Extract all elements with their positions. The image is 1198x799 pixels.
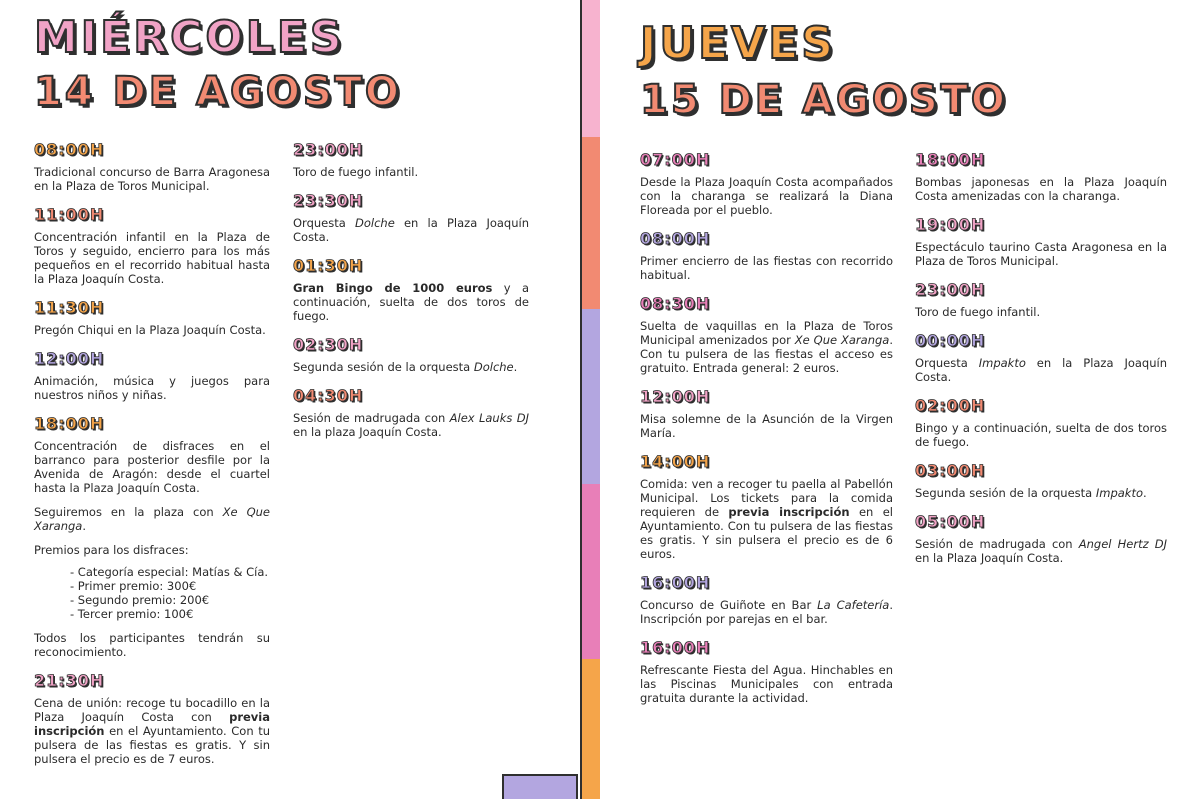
event-time: 16:00H (640, 573, 711, 592)
event-0200 (915, 396, 1167, 449)
event-2330 (293, 191, 529, 244)
event-time: 08:00H (34, 140, 105, 159)
event-0300 (915, 461, 1167, 500)
event-description: Concentración de disfraces en el barranco para posterior desfile por la Avenida de Aragón: desde el cuartel hasta la Plaza Joaquín Costa. (34, 439, 270, 495)
event-description: Refrescante Fiesta del Agua. Hinchables en las Piscinas Municipales con entrada gratuita durante la actividad. (640, 663, 893, 705)
event-1400 (640, 452, 893, 561)
event-0230 (293, 335, 529, 374)
right-page (600, 0, 1198, 799)
event-2300 (293, 140, 529, 179)
event-description: Toro de fuego infantil. (293, 165, 419, 179)
event-description: Bingo y a continuación, suelta de dos toros de fuego. (915, 421, 1167, 449)
event-time: 11:00H (34, 205, 105, 224)
event-description: Sesión de madrugada con Angel Hertz DJ en la Plaza Joaquín Costa. (915, 537, 1168, 565)
event-time: 02:30H (293, 335, 364, 354)
event-description: Pregón Chiqui en la Plaza Joaquín Costa. (34, 323, 266, 337)
event-description: Suelta de vaquillas en la Plaza de Toros Municipal amenizados por Xe Que Xaranga. Con tu pulsera de las fiestas el acceso es gratuito. Entrada general: 2 euros. (640, 319, 893, 375)
event-time: 03:00H (915, 461, 986, 480)
event-description: Cena de unión: recoge tu bocadillo en la Plaza Joaquín Costa con previa inscripción en el Ayuntamiento. Con tu pulsera de las fiestas es gratis. Y sin pulsera el precio es de 7 euros. (34, 696, 270, 766)
left-column-2 (293, 140, 529, 451)
event-0000 (915, 331, 1167, 384)
event-description: Segunda sesión de la orquesta Impakto. (915, 486, 1147, 500)
prize-list (70, 565, 270, 621)
event-1800 (915, 150, 1167, 203)
event-description: Animación, música y juegos para nuestros niños y niñas. (34, 374, 270, 402)
event-time: 04:30H (293, 386, 364, 405)
event-description: Desde la Plaza Joaquín Costa acompañados con la charanga se realizará la Diana Floreada por el pueblo. (640, 175, 893, 217)
event-time: 01:30H (293, 256, 364, 275)
event-description: Toro de fuego infantil. (915, 305, 1041, 319)
prize-item: - Primer premio: 300€ (70, 579, 197, 593)
event-time: 23:30H (293, 191, 364, 210)
fold-segment-magenta (582, 484, 600, 659)
event-1900 (915, 215, 1167, 268)
date-title-thursday: 15 DE AGOSTO (640, 77, 1008, 123)
event-1200 (34, 349, 270, 402)
event-description: Comida: ven a recoger tu paella al Pabellón Municipal. Los tickets para la comida requieren de previa inscripción en el Ayuntamiento. Con tu pulsera de las fiestas es gratis. Y sin pulsera el precio es de 6 euros. (640, 477, 893, 561)
event-time: 18:00H (915, 150, 986, 169)
event-time: 21:30H (34, 671, 105, 690)
event-time: 23:00H (293, 140, 364, 159)
event-description: Misa solemne de la Asunción de la Virgen María. (640, 412, 893, 440)
event-2130 (34, 671, 270, 766)
event-1800 (34, 414, 270, 659)
event-1600-guinote (640, 573, 893, 626)
event-0830 (640, 294, 893, 375)
event-time: 07:00H (640, 150, 711, 169)
fold-segment-orange (582, 659, 600, 799)
band-name: Xe Que Xaranga (34, 505, 270, 533)
event-0800 (34, 140, 270, 193)
event-description: Sesión de madrugada con Alex Lauks DJ en la plaza Joaquín Costa. (293, 411, 529, 439)
fold-segment-coral (582, 137, 600, 309)
prize-item: - Tercer premio: 100€ (70, 607, 194, 621)
event-2300 (915, 280, 1167, 319)
recognition-note: Todos los participantes tendrán su reconocimiento. (34, 631, 270, 659)
event-time: 08:30H (640, 294, 711, 313)
event-description: Primer encierro de las fiestas con recorrido habitual. (640, 254, 893, 282)
event-time: 14:00H (640, 452, 711, 471)
left-page (0, 0, 580, 799)
left-column-1 (34, 140, 270, 778)
plaza-note: Seguiremos en la plaza con Xe Que Xaranga. (34, 505, 270, 533)
event-description: Concurso de Guiñote en Bar La Cafetería. Inscripción por parejas en el bar. (640, 598, 893, 626)
event-description: Tradicional concurso de Barra Aragonesa en la Plaza de Toros Municipal. (34, 165, 270, 193)
event-1130 (34, 298, 270, 337)
event-time: 02:00H (915, 396, 986, 415)
fold-segment-pink (582, 0, 600, 137)
prizes-title: Premios para los disfraces: (34, 543, 189, 557)
event-0700 (640, 150, 893, 217)
event-1100 (34, 205, 270, 286)
event-time: 23:00H (915, 280, 986, 299)
event-0500 (915, 512, 1167, 565)
date-title-wednesday: 14 DE AGOSTO (34, 69, 402, 115)
event-description: Espectáculo taurino Casta Aragonesa en la Plaza de Toros Municipal. (915, 240, 1167, 268)
event-time: 18:00H (34, 414, 105, 433)
event-time: 05:00H (915, 512, 986, 531)
event-0430 (293, 386, 529, 439)
day-title-wednesday: MIÉRCOLES (34, 12, 345, 63)
right-column-2 (915, 150, 1167, 577)
right-column-1 (640, 150, 893, 717)
event-0130 (293, 256, 529, 323)
event-description: Bombas japonesas en la Plaza Joaquín Costa amenizadas con la charanga. (915, 175, 1167, 203)
event-description: Gran Bingo de 1000 euros y a continuación, suelta de dos toros de fuego. (293, 281, 529, 323)
event-1600-agua (640, 638, 893, 705)
event-time: 11:30H (34, 298, 105, 317)
event-description: Orquesta Dolche en la Plaza Joaquín Costa. (293, 216, 529, 244)
day-title-thursday: JUEVES (640, 18, 836, 69)
event-time: 19:00H (915, 215, 986, 234)
event-time: 00:00H (915, 331, 986, 350)
event-description: Segunda sesión de la orquesta Dolche. (293, 360, 518, 374)
fold-segment-lavender (582, 309, 600, 484)
event-1200 (640, 387, 893, 440)
prize-item: - Categoría especial: Matías & Cía. (70, 565, 269, 579)
event-time: 12:00H (640, 387, 711, 406)
event-time: 16:00H (640, 638, 711, 657)
page-fold (580, 0, 600, 799)
event-time: 12:00H (34, 349, 105, 368)
event-description: Concentración infantil en la Plaza de Toros y seguido, encierro para los más pequeños en el recorrido habitual hasta la Plaza Joaquín Costa. (34, 230, 270, 286)
prize-item: - Segundo premio: 200€ (70, 593, 210, 607)
event-0800 (640, 229, 893, 282)
event-description: Orquesta Impakto en la Plaza Joaquín Costa. (915, 356, 1167, 384)
event-time: 08:00H (640, 229, 711, 248)
page-number-tab (502, 774, 578, 799)
